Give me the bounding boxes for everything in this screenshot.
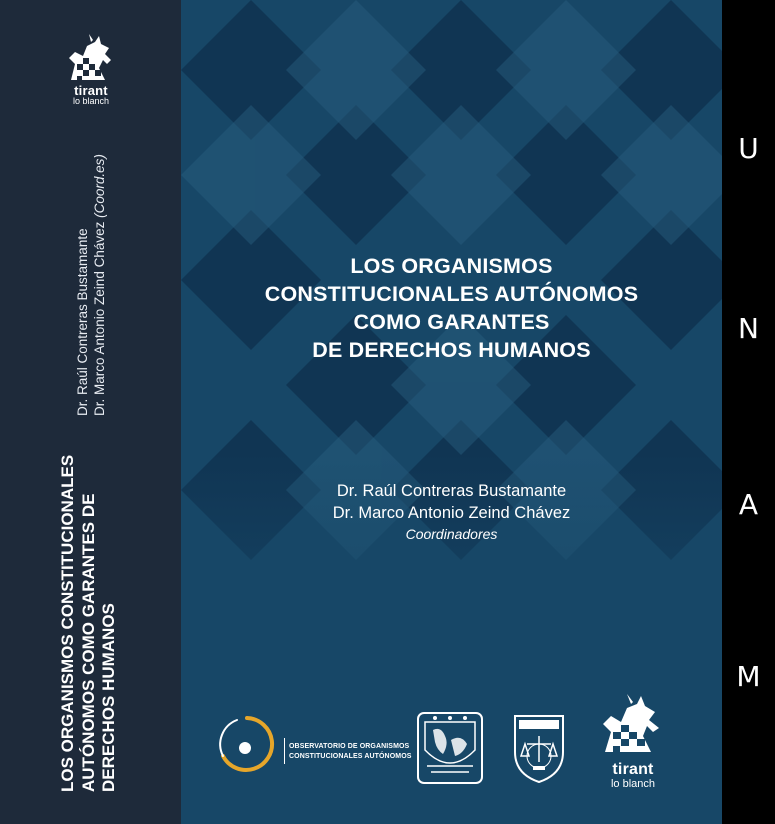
cover-title-line-3: COMO GARANTES	[353, 310, 550, 334]
strip-letter-m: M	[736, 660, 761, 693]
strip-letter-n: N	[738, 312, 759, 345]
cover-author-1: Dr. Raúl Contreras Bustamante	[336, 482, 567, 500]
cover-title-line-2: CONSTITUCIONALES AUTÓNOMOS	[264, 282, 639, 306]
observatorio-line-2: CONSTITUCIONALES AUTÓNOMOS	[289, 753, 412, 760]
spine-author-1: Dr. Raúl Contreras Bustamante	[75, 228, 90, 416]
cover-author-role: Coordinadores	[405, 526, 498, 542]
cover-publisher-word: tirant	[612, 761, 654, 778]
tirant-knight-icon	[599, 694, 665, 758]
cover-author-2: Dr. Marco Antonio Zeind Chávez	[332, 504, 571, 522]
spine-publisher-word: tirant	[74, 83, 108, 98]
cover-title-line-4: DE DERECHOS HUMANOS	[312, 338, 591, 362]
spine-title-line-1: LOS ORGANISMOS CONSTITUCIONALES	[58, 454, 77, 792]
book-spine	[0, 0, 181, 824]
cover-authors	[181, 480, 722, 544]
spine-author-role: (Coord.es)	[92, 154, 107, 218]
spine-author-2	[91, 56, 108, 416]
unam-side-strip	[722, 0, 775, 824]
cover-publisher-logo	[597, 762, 669, 790]
spine-title-line-2: AUTÓNOMOS COMO GARANTES DE	[78, 493, 98, 792]
observatorio-text	[289, 742, 419, 762]
spine-title	[58, 412, 120, 792]
cover-title-line-1: LOS ORGANISMOS	[350, 254, 553, 278]
observatorio-line-1: OBSERVATORIO DE ORGANISMOS	[289, 743, 410, 750]
spine-publisher-sub: lo blanch	[72, 96, 110, 106]
cover-publisher-sub: lo blanch	[610, 778, 656, 790]
facultad-derecho-shield-icon	[511, 712, 567, 784]
unam-seal-icon	[415, 710, 485, 786]
observatorio-logo-icon	[215, 712, 279, 776]
cover-title	[181, 252, 722, 364]
strip-letter-u: U	[738, 132, 759, 165]
spine-authors	[74, 56, 108, 416]
spine-title-line-3: DERECHOS HUMANOS	[99, 603, 118, 792]
front-cover	[181, 0, 722, 824]
spine-author-2-name: Dr. Marco Antonio Zeind Chávez	[92, 221, 107, 416]
observatorio-divider	[284, 738, 285, 764]
strip-letter-a: A	[738, 488, 759, 521]
